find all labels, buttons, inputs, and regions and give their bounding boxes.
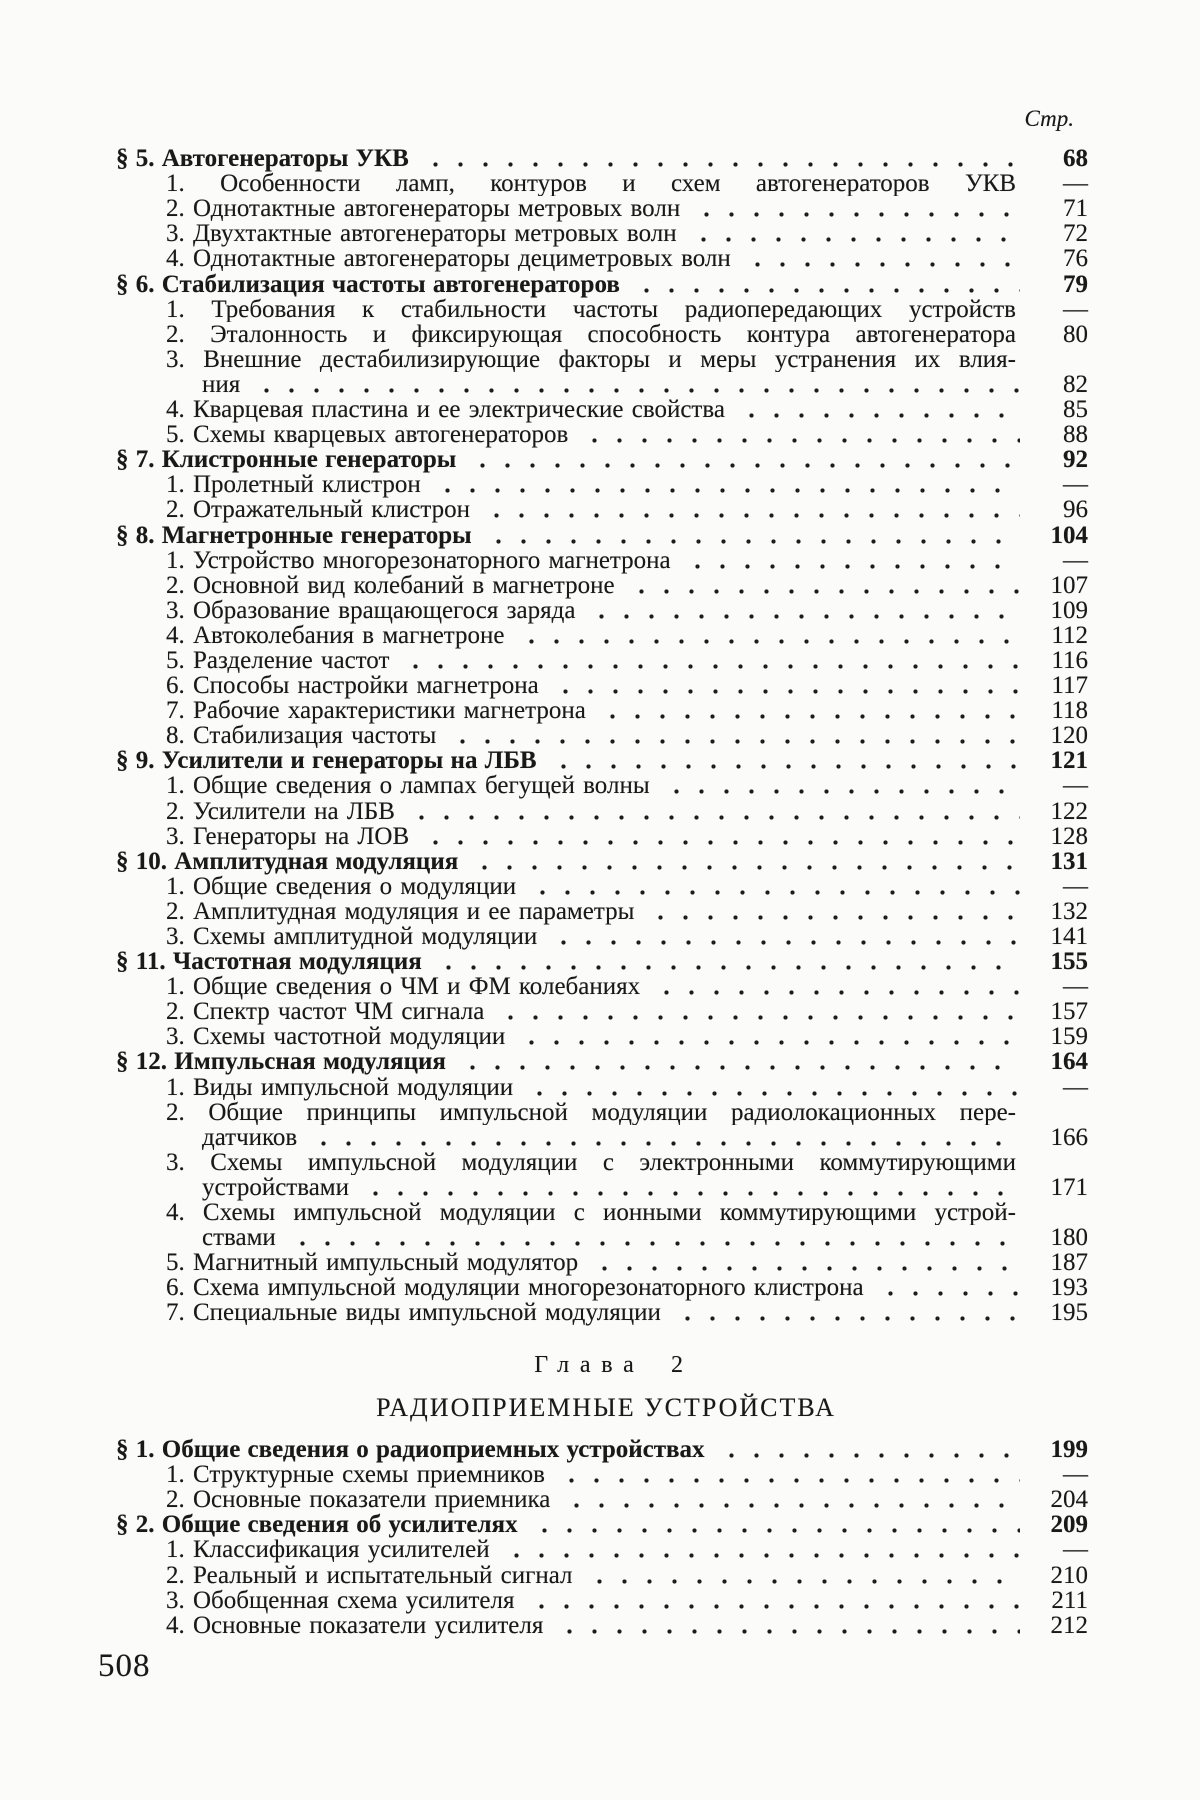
toc-entry-text: 2. Отражательный клистрон [166, 496, 471, 524]
toc-entry-text: 3. Образование вращающегося заряда [166, 596, 576, 624]
toc-entry-page: 157 [1050, 998, 1088, 1026]
toc-entry [100, 1150, 1088, 1175]
dot-leader [421, 834, 1020, 846]
toc-entry [100, 1275, 1088, 1300]
dot-leader [717, 1447, 1020, 1459]
dot-leader [585, 1573, 1020, 1585]
toc-entry-text: 2. Реальный и испытательный сигнал [166, 1561, 573, 1589]
toc-entry-text: § 1. Общие сведения о радиоприемных устройствах [116, 1436, 705, 1464]
toc-entry-page: 195 [1050, 1299, 1088, 1327]
toc-entry-text: § 10. Амплитудная модуляция [116, 847, 459, 875]
toc-entry-page: 109 [1050, 596, 1088, 624]
dot-leader [448, 733, 1020, 745]
toc-entry-text: датчиков [202, 1123, 298, 1151]
toc-entry-page: 82 [1063, 370, 1088, 398]
toc-entry-text: 3. Обобщенная схема усилителя [166, 1586, 515, 1614]
toc-entry-page: — [1063, 1461, 1088, 1489]
toc-entry-page: 166 [1050, 1123, 1088, 1151]
toc-entry-page: 132 [1050, 897, 1088, 925]
toc-entry-page: 88 [1063, 421, 1088, 449]
toc-entry-page: — [1063, 471, 1088, 499]
toc-entry [100, 196, 1088, 221]
dot-leader [407, 809, 1020, 821]
dot-leader [421, 156, 1020, 168]
toc-entry [100, 773, 1088, 798]
dot-leader [496, 1009, 1020, 1021]
dot-leader [527, 1598, 1020, 1610]
toc-entry [100, 1125, 1088, 1150]
toc-entry-text: 1. Общие сведения о модуляции [166, 872, 517, 900]
chapter-title: РАДИОПРИЕМНЫЕ УСТРОЙСТВА [376, 1393, 836, 1422]
toc-entry-text: 5. Схемы кварцевых автогенераторов [166, 421, 569, 449]
toc-entry [100, 824, 1088, 849]
toc-entry-page: 76 [1063, 245, 1088, 273]
toc-entry [100, 974, 1088, 999]
toc-entry-page: — [1063, 872, 1088, 900]
toc-entry-page: 128 [1050, 822, 1088, 850]
toc-entry-page: 171 [1050, 1173, 1088, 1201]
toc-entry [100, 497, 1088, 522]
toc-entry [100, 1200, 1088, 1225]
dot-leader [737, 407, 1020, 419]
dot-leader [252, 382, 1020, 394]
toc-entry-text: 1. Общие сведения о ЧМ и ФМ колебаниях [166, 973, 641, 1001]
toc-entry [100, 271, 1088, 296]
toc-entry [100, 548, 1088, 573]
toc-entry-page: 164 [1050, 1048, 1088, 1076]
toc-entry-page: 209 [1050, 1511, 1088, 1539]
toc-entry [100, 322, 1088, 347]
toc-entry-text: § 5. Автогенераторы УКВ [116, 145, 409, 173]
dot-leader [627, 583, 1020, 595]
dot-leader [632, 282, 1020, 294]
toc-entry-text: 2. Усилители на ЛБВ [166, 797, 395, 825]
toc-entry-page: — [1063, 295, 1088, 323]
dot-leader [470, 859, 1020, 871]
toc-entry [100, 422, 1088, 447]
toc-entry [100, 472, 1088, 497]
toc-entry-page: 180 [1050, 1224, 1088, 1252]
toc-entry-text: 8. Стабилизация частоты [166, 722, 437, 750]
dot-leader [530, 1522, 1020, 1534]
toc-entry-page: 121 [1050, 747, 1088, 775]
toc-entry-page: 71 [1063, 195, 1088, 223]
toc-entry-text: § 8. Магнетронные генераторы [116, 521, 472, 549]
toc-entry [100, 999, 1088, 1024]
toc-entry-text: § 7. Клистронные генераторы [116, 446, 457, 474]
dot-leader [517, 1034, 1020, 1046]
toc-entry [100, 397, 1088, 422]
toc-entry-text: 1. Общие сведения о лампах бегущей волны [166, 772, 650, 800]
toc-entry [100, 246, 1088, 271]
toc-entry-page: 112 [1051, 621, 1088, 649]
toc-entry [100, 1462, 1088, 1487]
toc-entry-text: 3. Схемы импульсной модуляции с электронными коммутирующими [166, 1149, 1016, 1175]
toc-entry [100, 297, 1088, 322]
dot-leader [433, 482, 1020, 494]
toc-entry-page: 92 [1063, 446, 1088, 474]
dot-leader [555, 1623, 1020, 1635]
toc-entry [100, 522, 1088, 547]
dot-leader [876, 1285, 1020, 1297]
toc-entry [100, 698, 1088, 723]
toc-entry [100, 1512, 1088, 1537]
toc-entry [100, 347, 1088, 372]
toc-entry-text: § 2. Общие сведения об усилителях [116, 1511, 518, 1539]
toc-entry-text: § 9. Усилители и генераторы на ЛБВ [116, 747, 537, 775]
toc-entry [100, 372, 1088, 397]
toc-entry [100, 1537, 1088, 1562]
toc-entry-page: 117 [1051, 672, 1088, 700]
toc-entry-text: 1. Структурные схемы приемников [166, 1461, 545, 1489]
toc-entry-page: 107 [1050, 571, 1088, 599]
toc-entry [100, 924, 1088, 949]
chapter-heading: Глава 2 [534, 1352, 694, 1378]
toc-entry-page: 199 [1050, 1436, 1088, 1464]
toc-entry-text: устройствами [202, 1173, 349, 1201]
dot-leader [549, 934, 1020, 946]
dot-leader [743, 256, 1020, 268]
dot-leader [458, 1059, 1020, 1071]
toc-entry [100, 1437, 1088, 1462]
toc-entry [100, 723, 1088, 748]
toc-entry [100, 673, 1088, 698]
toc-entry [100, 171, 1088, 196]
toc-entry [100, 648, 1088, 673]
toc-entry [100, 1074, 1088, 1099]
toc-entry [100, 874, 1088, 899]
toc-entry-page: 122 [1050, 797, 1088, 825]
dot-leader [587, 608, 1020, 620]
dot-leader [528, 884, 1020, 896]
dot-leader [361, 1185, 1020, 1197]
dot-leader [683, 558, 1020, 570]
toc-entry-text: 1. Виды импульсной модуляции [166, 1073, 514, 1101]
toc-entry-page: 68 [1063, 145, 1088, 173]
toc-entry-page: — [1063, 546, 1088, 574]
toc-entry-page: 204 [1050, 1486, 1088, 1514]
toc-entry [100, 1250, 1088, 1275]
toc-entry-page: 193 [1050, 1274, 1088, 1302]
toc-entry-text: 3. Схемы частотной модуляции [166, 1023, 506, 1051]
toc-entry [100, 1613, 1088, 1638]
toc-entry-page: 210 [1050, 1561, 1088, 1589]
dot-leader [689, 231, 1020, 243]
toc-entry-text: ствами [202, 1224, 276, 1252]
toc-entry-page: — [1063, 170, 1088, 198]
dot-leader [288, 1235, 1020, 1247]
dot-leader [646, 909, 1020, 921]
toc-entry-text: 1. Особенности ламп, контуров и схем автогенераторов УКВ [166, 171, 1016, 197]
toc-entry-page: 85 [1063, 396, 1088, 424]
toc-entry [100, 1562, 1088, 1587]
toc-entry-text: 2. Амплитудная модуляция и ее параметры [166, 897, 635, 925]
dot-leader [652, 984, 1020, 996]
toc-entry-page: 211 [1051, 1586, 1088, 1614]
toc-entry-text: 7. Специальные виды импульсной модуляции [166, 1299, 661, 1327]
dot-leader [557, 1472, 1020, 1484]
dot-leader [525, 1085, 1020, 1097]
toc-entry-text: § 6. Стабилизация частоты автогенераторов [116, 270, 620, 298]
toc-entry-page: — [1063, 973, 1088, 1001]
toc-entry-text: 1. Требования к стабильности частоты радиопередающих устройств [166, 296, 1016, 322]
toc-entry-text: 4. Основные показатели усилителя [166, 1611, 544, 1639]
dot-leader [673, 1310, 1020, 1322]
toc-entry [100, 1588, 1088, 1613]
toc-entry-text: 2. Основные показатели приемника [166, 1486, 551, 1514]
dot-leader [692, 206, 1020, 218]
toc-entry-text: 2. Однотактные автогенераторы метровых волн [166, 195, 681, 223]
toc-entry-text: 3. Схемы амплитудной модуляции [166, 923, 538, 950]
toc-entry [100, 1300, 1088, 1325]
dot-leader [401, 658, 1020, 670]
toc-entry-page: 116 [1051, 646, 1088, 674]
toc-entry-text: 6. Схема импульсной модуляции многорезонаторного клистрона [166, 1274, 864, 1302]
dot-leader [434, 959, 1020, 971]
dot-leader [484, 533, 1020, 545]
dot-leader [482, 507, 1020, 519]
folio-page-number: 508 [98, 1648, 151, 1684]
toc-entry-page: 155 [1050, 948, 1088, 976]
toc-entry-page: 120 [1050, 722, 1088, 750]
toc-entry [100, 447, 1088, 472]
dot-leader [580, 432, 1020, 444]
toc-entry-text: 4. Однотактные автогенераторы дециметровых волн [166, 245, 731, 273]
dot-leader [549, 758, 1020, 770]
toc-entry-text: 6. Способы настройки магнетрона [166, 672, 539, 700]
dot-leader [662, 783, 1020, 795]
page-column-label: Стр. [1024, 106, 1074, 131]
toc-entry-text: 1. Устройство многорезонаторного магнетрона [166, 546, 671, 574]
toc-entry-page: 80 [1063, 320, 1088, 348]
toc-chapter1-list [100, 146, 1088, 1325]
toc-entry [100, 1175, 1088, 1200]
toc-entry [100, 573, 1088, 598]
dot-leader [517, 633, 1020, 645]
toc-entry-page: 141 [1050, 923, 1088, 950]
toc-entry [100, 146, 1088, 171]
toc-entry-text: 5. Магнитный импульсный модулятор [166, 1249, 579, 1277]
dot-leader [551, 683, 1020, 695]
toc-entry-page: — [1063, 1536, 1088, 1564]
toc-entry-text: 2. Общие принципы импульсной модуляции радиолокационных пере- [166, 1099, 1016, 1125]
toc-entry-text: 4. Кварцевая пластина и ее электрические свойства [166, 396, 725, 424]
toc-entry [100, 949, 1088, 974]
toc-entry-text: 4. Автоколебания в магнетроне [166, 621, 505, 649]
toc-entry [100, 1049, 1088, 1074]
toc-entry-text: 5. Разделение частот [166, 646, 390, 674]
dot-leader [468, 457, 1020, 469]
toc-entry-text: 1. Пролетный клистрон [166, 471, 421, 499]
toc-entry-text: 3. Внешние дестабилизирующие факторы и меры устранения их влия- [166, 346, 1016, 372]
toc-entry [100, 1024, 1088, 1049]
toc-entry-text: § 11. Частотная модуляция [116, 948, 422, 976]
dot-leader [562, 1497, 1020, 1509]
toc-entry-page: 212 [1050, 1611, 1088, 1639]
toc-entry-text: § 12. Импульсная модуляция [116, 1048, 446, 1076]
toc-entry-page: 131 [1050, 847, 1088, 875]
toc-entry [100, 899, 1088, 924]
dot-leader [309, 1135, 1020, 1147]
toc-entry-text: 3. Двухтактные автогенераторы метровых волн [166, 220, 677, 248]
dot-leader [598, 708, 1020, 720]
toc-entry-text: 2. Основной вид колебаний в магнетроне [166, 571, 615, 599]
toc-entry-text: 3. Генераторы на ЛОВ [166, 822, 410, 850]
dot-leader [502, 1547, 1020, 1559]
toc-entry-page: 118 [1051, 697, 1088, 725]
toc-entry-page: — [1063, 772, 1088, 800]
toc-entry-page: 187 [1050, 1249, 1088, 1277]
toc-entry [100, 221, 1088, 246]
toc-entry-page: 72 [1063, 220, 1088, 248]
toc-entry [100, 623, 1088, 648]
toc-entry-text: 7. Рабочие характеристики магнетрона [166, 697, 586, 725]
toc-chapter2-list [100, 1437, 1088, 1638]
toc-entry [100, 748, 1088, 773]
toc-entry-text: 2. Эталонность и фиксирующая способность контура автогенератора [166, 321, 1016, 347]
toc-entry-page: 96 [1063, 496, 1088, 524]
toc-entry [100, 598, 1088, 623]
toc-entry-page: 159 [1050, 1023, 1088, 1051]
toc-entry [100, 1225, 1088, 1250]
toc-entry-page: — [1063, 1073, 1088, 1101]
toc-entry-text: 1. Классификация усилителей [166, 1536, 490, 1564]
toc-entry [100, 798, 1088, 823]
toc-entry-page: 79 [1063, 270, 1088, 298]
toc-entry-page: 104 [1050, 521, 1088, 549]
toc-entry [100, 1487, 1088, 1512]
dot-leader [590, 1260, 1020, 1272]
toc-entry-text: 2. Спектр частот ЧМ сигнала [166, 998, 485, 1026]
toc-entry [100, 849, 1088, 874]
toc-entry-text: 4. Схемы импульсной модуляции с ионными коммутирующими устрой- [166, 1199, 1016, 1226]
toc-entry [100, 1100, 1088, 1125]
toc-entry-text: ния [202, 370, 241, 398]
